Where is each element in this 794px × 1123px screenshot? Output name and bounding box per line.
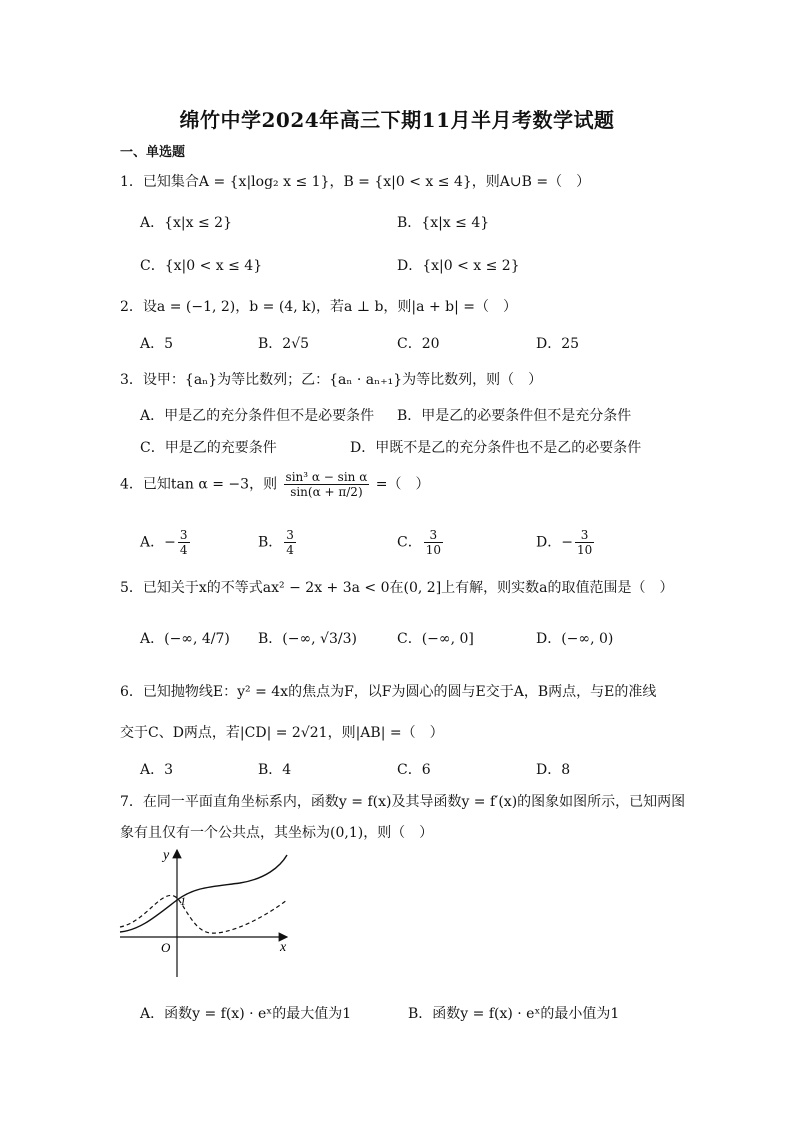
option-numerator: 3 <box>424 528 443 543</box>
f-prime-curve <box>120 895 287 933</box>
question-4-fraction <box>284 470 370 499</box>
option-denominator: 4 <box>179 543 188 557</box>
origin-label: O <box>161 940 171 955</box>
question-5-option-b: B．(−∞, √3/3) <box>258 631 357 647</box>
question-5-option-a: A．(−∞, 4/7) <box>140 631 230 647</box>
section-title: 一、单选题 <box>120 145 186 160</box>
question-7-option-b: B．函数y = f(x) · eˣ的最小值为1 <box>408 1006 620 1022</box>
question-1-option-a: A．{x|x ≤ 2} <box>140 215 232 231</box>
question-4-option-b <box>258 528 298 557</box>
question-2-option-b: B．2√5 <box>258 336 310 352</box>
point-label: 1 <box>180 894 186 908</box>
question-4-option-a <box>140 528 192 557</box>
option-label: D． <box>536 534 562 551</box>
question-4-option-d <box>536 528 596 557</box>
question-6-stem-line-2: 交于C、D两点，若|CD| = 2√21，则|AB| =（ ） <box>120 725 444 741</box>
function-graph <box>115 845 295 980</box>
question-1-stem: 1．已知集合A = {x|log₂ x ≤ 1}，B = {x|0 < x ≤ 4}，则A∪B =（ ） <box>120 174 591 190</box>
question-6-option-d: D．8 <box>536 762 571 778</box>
question-6-option-b: B．4 <box>258 762 292 778</box>
option-denominator: 4 <box>286 543 294 557</box>
question-6-option-a: A．3 <box>140 762 174 778</box>
f-curve <box>120 855 287 932</box>
question-6-option-c: C．6 <box>397 762 431 778</box>
option-label: C． <box>397 534 422 551</box>
question-2-option-d: D．25 <box>536 336 580 352</box>
question-3-option-a: A．甲是乙的充分条件但不是必要条件 <box>140 408 375 424</box>
question-5-stem: 5．已知关于x的不等式ax² − 2x + 3a < 0在(0, 2]上有解，则实数a的取值范围是（ ） <box>120 580 674 596</box>
question-7-stem-line-2: 象有且仅有一个公共点，其坐标为(0,1)，则（ ） <box>120 825 434 841</box>
y-axis-label: y <box>163 848 170 863</box>
question-4-fraction-numerator: sin³ α − sin α <box>285 470 368 484</box>
option-denominator: 10 <box>576 543 593 557</box>
question-4-fraction-denominator: sin(α + π/2) <box>290 485 363 499</box>
option-label: A． <box>140 534 165 551</box>
question-4-option-c <box>397 528 445 557</box>
question-1-option-c: C．{x|0 < x ≤ 4} <box>140 258 263 274</box>
question-4-stem <box>120 470 430 499</box>
question-1-option-b: B．{x|x ≤ 4} <box>397 215 490 231</box>
question-2-option-c: C．20 <box>397 336 440 352</box>
question-4-stem-prefix: 4．已知tan α = −3，则 <box>120 476 278 493</box>
question-2-option-a: A．5 <box>140 336 174 352</box>
question-3-option-c: C．甲是乙的充要条件 <box>140 440 277 456</box>
question-1-option-d: D．{x|0 < x ≤ 2} <box>397 258 520 274</box>
option-numerator: 3 <box>286 528 294 542</box>
option-sign: − <box>164 534 176 551</box>
option-denominator: 10 <box>425 543 441 557</box>
option-numerator: 3 <box>179 528 188 542</box>
question-5-option-c: C．(−∞, 0] <box>397 631 474 647</box>
question-6-stem-line-1: 6．已知抛物线E：y² = 4x的焦点为F，以F为圆心的圆与E交于A，B两点，与E的准线 <box>120 684 657 700</box>
option-sign: − <box>561 534 573 551</box>
question-2-stem: 2．设a = (−1, 2)，b = (4, k)，若a ⊥ b，则|a + b| =（ ） <box>120 299 517 315</box>
question-7-option-a: A．函数y = f(x) · eˣ的最大值为1 <box>140 1006 352 1022</box>
question-3-option-b: B．甲是乙的必要条件但不是充分条件 <box>397 408 632 424</box>
page-title: 绵竹中学2024年高三下期11月半月考数学试题 <box>179 108 615 132</box>
x-axis-label: x <box>280 940 287 955</box>
question-5-option-d: D．(−∞, 0) <box>536 631 614 647</box>
question-4-stem-suffix: =（ ） <box>375 476 430 493</box>
question-3-stem: 3．设甲：{aₙ}为等比数列；乙：{aₙ · aₙ₊₁}为等比数列，则（ ） <box>120 372 543 388</box>
question-3-option-d: D．甲既不是乙的充分条件也不是乙的必要条件 <box>350 440 642 456</box>
option-label: B． <box>258 534 283 551</box>
question-7-stem-line-1: 7．在同一平面直角坐标系内，函数y = f(x)及其导函数y = f′(x)的图象如图所示，已知两图 <box>120 794 686 810</box>
option-numerator: 3 <box>575 528 594 543</box>
